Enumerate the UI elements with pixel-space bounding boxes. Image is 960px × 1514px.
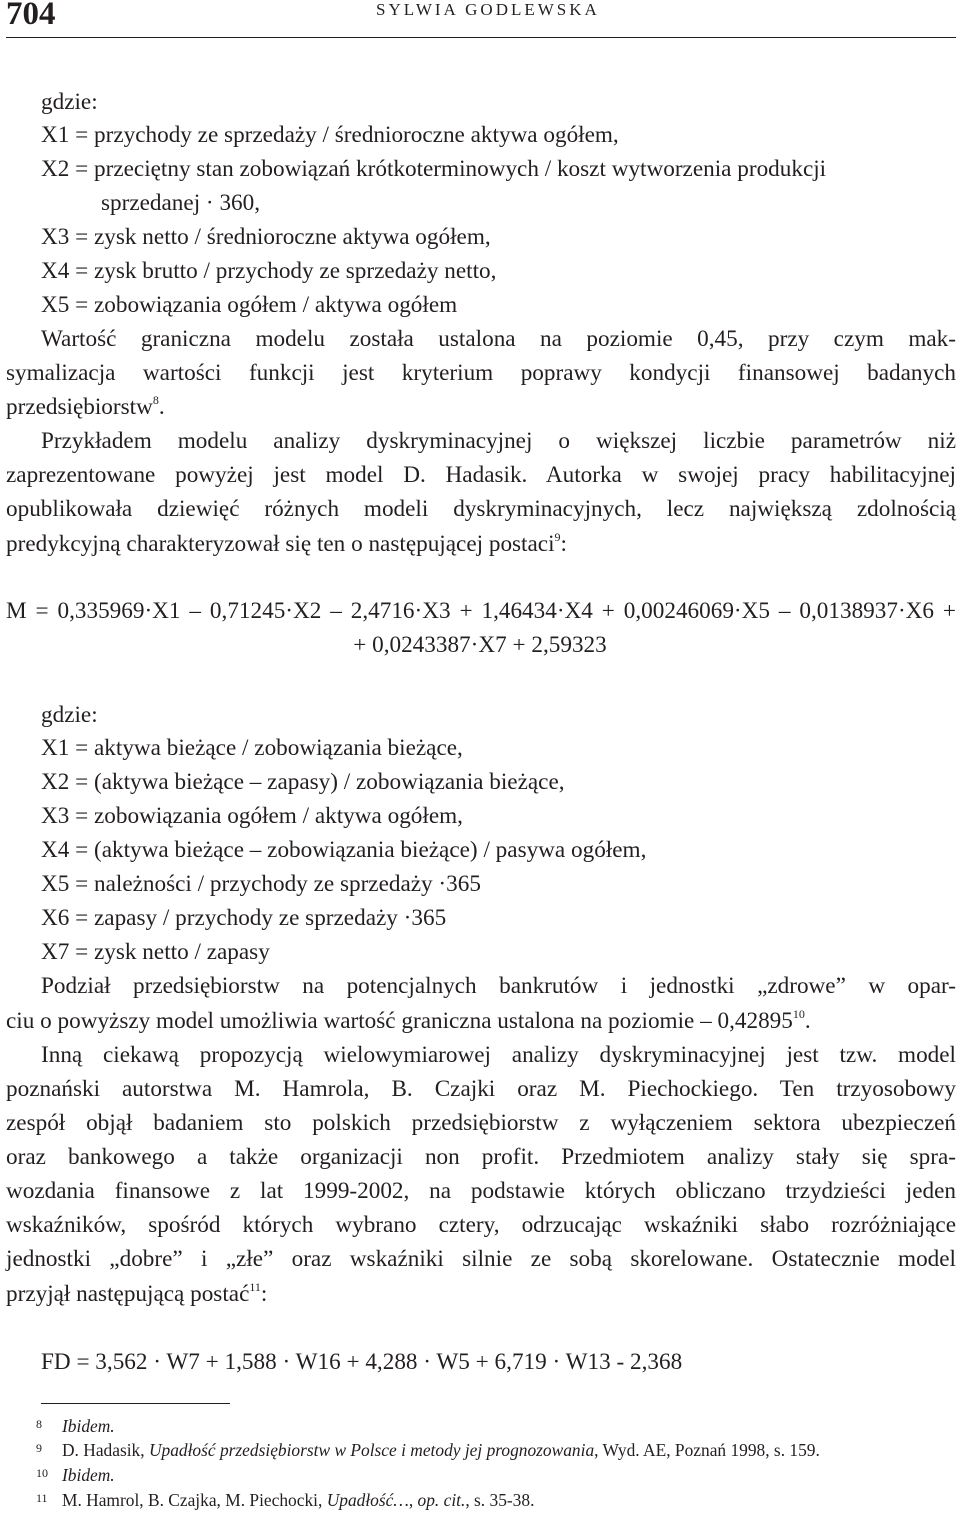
body-line: Wartość graniczna modelu została ustalona na poziomie 0,45, przy czym mak- bbox=[41, 326, 956, 352]
body-line: X3 = zobowiązania ogółem / aktywa ogółem, bbox=[41, 803, 463, 829]
footnote-number: 9 bbox=[36, 1441, 42, 1455]
running-head: SYLWIA GODLEWSKA bbox=[376, 0, 600, 19]
body-line: symalizacja wartości funkcji jest kryterium poprawy kondycji finansowej badanych bbox=[6, 360, 956, 386]
body-line: X5 = należności / przychody ze sprzedaży ·365 bbox=[41, 871, 481, 897]
body-line: ciu o powyższy model umożliwia wartość graniczna ustalona na poziomie – 0,42895$^{10}$. bbox=[6, 1007, 811, 1034]
footnote: 9 D. Hadasik, Upadłość przedsiębiorstw w Polsce i metody jej prognozowania, Wyd. AE, Poznań 1998, s. 159. bbox=[36, 1436, 820, 1462]
body-line: X6 = zapasy / przychody ze sprzedaży ·365 bbox=[41, 905, 447, 931]
body-line: X5 = zobowiązania ogółem / aktywa ogółem bbox=[41, 292, 458, 318]
formula-line: FD = 3,562 · W7 + 1,588 · W16 + 4,288 · W5 + 6,719 · W13 - 2,368 bbox=[41, 1349, 683, 1375]
body-line: Przykładem modelu analizy dyskryminacyjnej o większej liczbie parametrów niż bbox=[41, 428, 956, 454]
footnote: 11 M. Hamrol, B. Czajka, M. Piechocki, Upadłość…, op. cit., s. 35-38. bbox=[36, 1486, 534, 1512]
footnote-rule bbox=[41, 1403, 230, 1404]
footnote-ref: 9 bbox=[554, 530, 561, 544]
footnote-ref: 10 bbox=[792, 1007, 805, 1021]
body-line: wozdania finansowe z lat 1999-2002, na podstawie których obliczano trzydzieści jeden bbox=[6, 1178, 956, 1204]
body-line: X4 = (aktywa bieżące – zobowiązania bieżące) / pasywa ogółem, bbox=[41, 837, 647, 863]
body-line: zaprezentowane powyżej jest model D. Hadasik. Autorka w swojej pracy habilitacyjnej bbox=[6, 462, 956, 488]
page-number: 704 bbox=[6, 0, 56, 32]
footnote: 10 Ibidem. bbox=[36, 1461, 115, 1487]
body-line: gdzie: bbox=[41, 702, 98, 728]
body-line: X2 = (aktywa bieżące – zapasy) / zobowiązania bieżące, bbox=[41, 769, 565, 795]
footnote-number: 10 bbox=[36, 1466, 48, 1480]
formula-line: + 0,0243387·X7 + 2,59323 bbox=[353, 632, 607, 658]
body-line: X3 = zysk netto / średnioroczne aktywa ogółem, bbox=[41, 224, 491, 250]
footnote: 8 Ibidem. bbox=[36, 1412, 115, 1438]
footnote-number: 8 bbox=[36, 1417, 42, 1431]
body-line: oraz bankowego a także organizacji non profit. Przedmiotem analizy stały się spra- bbox=[6, 1144, 956, 1170]
body-line: Inną ciekawą propozycją wielowymiarowej analizy dyskryminacyjnej jest tzw. model bbox=[41, 1042, 956, 1068]
footnote-ref: 11 bbox=[249, 1280, 261, 1294]
body-line: X1 = aktywa bieżące / zobowiązania bieżące, bbox=[41, 735, 463, 761]
body-line: przyjął następującą postać$^{11}$: bbox=[6, 1280, 268, 1307]
body-line: Podział przedsiębiorstw na potencjalnych bankrutów i jednostki „zdrowe” w opar- bbox=[41, 973, 956, 999]
body-line: X7 = zysk netto / zapasy bbox=[41, 939, 270, 965]
formula-line: M = 0,335969·X1 – 0,71245·X2 – 2,4716·X3 + 1,46434·X4 + 0,00246069·X5 – 0,0138937·X6 + bbox=[6, 598, 956, 624]
body-line: poznański autorstwa M. Hamrola, B. Czajki oraz M. Piechockiego. Ten trzyosobowy bbox=[6, 1076, 956, 1102]
body-line: sprzedanej · 360, bbox=[101, 190, 261, 216]
body-line: gdzie: bbox=[41, 89, 98, 115]
body-line: przedsiębiorstw$^8$. bbox=[6, 393, 165, 420]
footnote-ref: 8 bbox=[152, 393, 159, 407]
body-line: predykcyjną charakteryzował się ten o następującej postaci$^9$: bbox=[6, 530, 567, 557]
body-line: zespół objął badaniem sto polskich przedsiębiorstw z wyłączeniem sektora ubezpieczeń bbox=[6, 1110, 956, 1136]
header-rule bbox=[6, 37, 956, 38]
body-line: X4 = zysk brutto / przychody ze sprzedaży netto, bbox=[41, 258, 497, 284]
body-line: X2 = przeciętny stan zobowiązań krótkoterminowych / koszt wytworzenia produkcji bbox=[41, 156, 827, 182]
body-line: opublikowała dziewięć różnych modeli dyskryminacyjnych, lecz największą zdolnością bbox=[6, 496, 956, 522]
footnote-number: 11 bbox=[36, 1491, 48, 1505]
body-line: wskaźników, spośród których wybrano cztery, odrzucając wskaźniki słabo rozróżniające bbox=[6, 1212, 956, 1238]
body-line: X1 = przychody ze sprzedaży / średnioroczne aktywa ogółem, bbox=[41, 122, 619, 148]
body-line: jednostki „dobre” i „złe” oraz wskaźniki silnie ze sobą skorelowane. Ostatecznie model bbox=[6, 1246, 956, 1272]
